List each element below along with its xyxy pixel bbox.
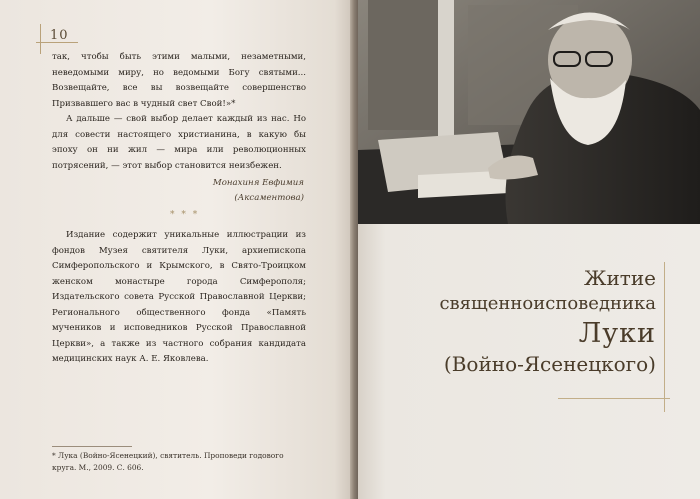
footnote-rule (52, 446, 132, 447)
title-frame-horizontal (558, 398, 670, 399)
edition-note: Издание содержит уникальные иллюстрации из фондов Музея святителя Луки, архиепископа Симферопольского и Крымского, в Свято-Троицком женском монастыре города Симферополя; Издательского совета Русской Православной Церкви; Регионального общественного фонда «Память мучеников и исповедников Русской Православной Церкви», а также из частного собрания кандидата медицинских наук А. Е. Яковлева. (52, 230, 306, 364)
title-line-3: Луки (578, 318, 656, 349)
corner-ornament-vertical (40, 24, 41, 54)
book-gutter (350, 0, 358, 499)
footnote: * Лука (Войно-Ясенецкий), святитель. Проповеди годового круга. М., 2009. С. 606. (52, 451, 284, 472)
title-line-4: (Войно-Ясенецкого) (443, 352, 656, 376)
title-line-2: священноисповедника (439, 293, 656, 314)
quote-text (52, 50, 306, 174)
section-separator: * * * (170, 210, 200, 220)
portrait-photo (358, 0, 700, 224)
signature-surname: (Аксаментова) (234, 193, 304, 203)
page-number: 10 (50, 28, 69, 43)
quote-paragraph-2: А дальше — свой выбор делает каждый из нас. Но для совести настоящего христианина, в какую бы эпоху он ни жил — мира или революционных потрясений, — этот выбор становится неизбежен. (52, 114, 306, 171)
quote-paragraph-1: так, чтобы быть этими малыми, незаметными, неведомыми миру, но ведомыми Богу святыми... Возвещайте, все вы возвещайте совершенство Призвавшего вас в чудный свет Свой!»* (52, 52, 306, 109)
title-frame-vertical (664, 262, 665, 412)
book-title (420, 265, 656, 377)
title-line-1: Житие (583, 266, 656, 290)
signature-name: Монахиня Евфимия (212, 178, 304, 188)
signature (213, 176, 304, 206)
portrait-photo-illustration (358, 0, 700, 224)
